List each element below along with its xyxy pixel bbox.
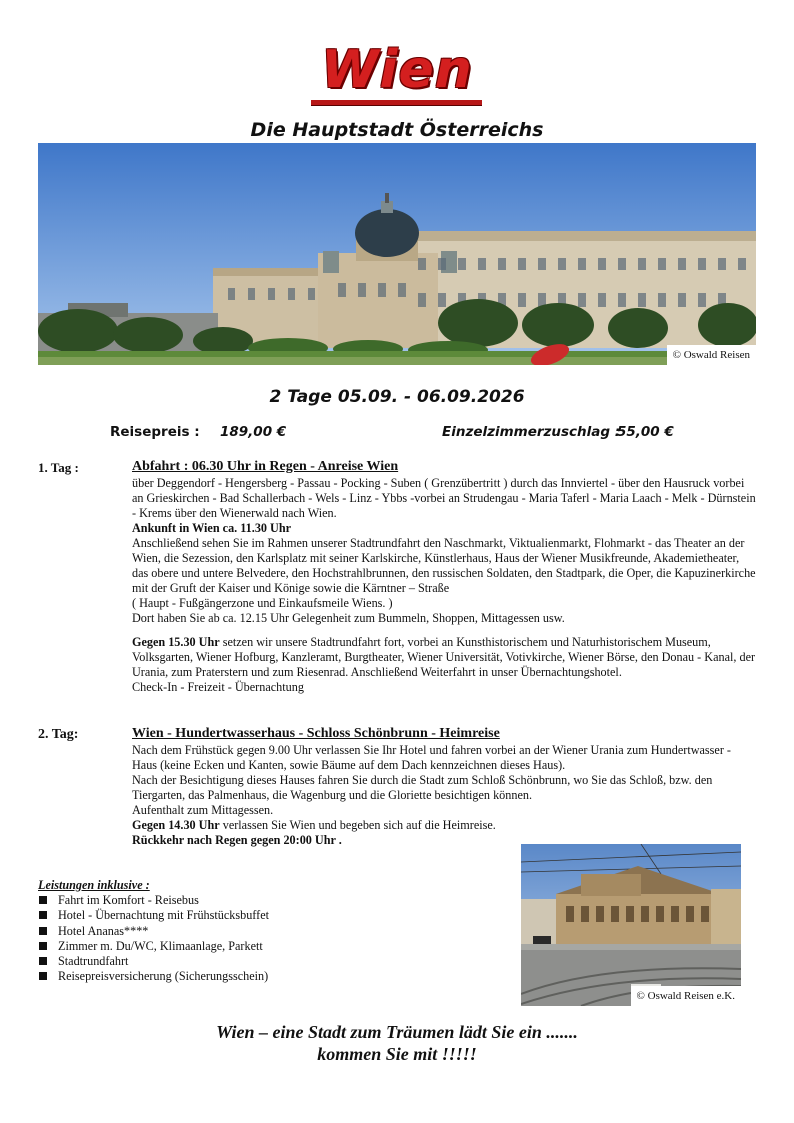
museum-photo — [38, 143, 756, 365]
day2-p4-paragraph — [132, 818, 756, 833]
day2-label: 2. Tag: — [38, 727, 79, 742]
price-value: 189,00 € — [220, 424, 287, 440]
museum-photo-illustration — [38, 143, 756, 365]
day2-p2: Nach der Besichtigung dieses Hauses fahren Sie durch die Stadt zum Schloß Schönbrunn, wo Sie das Schloß, bzw. den Tiergarten, das Palmenhaus, die Wagenburg und die Gloriette besichtigen können. — [132, 773, 713, 802]
day2-p3: Aufenthalt zum Mittagessen. — [132, 803, 274, 817]
day1-tour1: Anschließend sehen Sie im Rahmen unserer Stadtrundfahrt den Naschmarkt, Viktualienmarkt, Flohmarkt - das Theater an der Wien, die Sezession, den Karlsplatz mit seiner Karlskirche, Künstlerhaus, Haus der Wiener Musikfreunde, Akademietheater, das obere und untere Belvedere, den Hochstrahlbrunnen, den russischen Soldaten, den Stadtpark, die Oper, die Kapuzinerkirche mit der Gruft der Kaiser und Könige sowie die Kärntner – Straße — [132, 536, 756, 595]
day1-label: 1. Tag : — [38, 460, 79, 475]
included-services — [38, 878, 358, 984]
list-item: Hotel Ananas**** — [38, 924, 358, 939]
day1-arrival: Ankunft in Wien ca. 11.30 Uhr — [132, 521, 292, 535]
day1-heading: Abfahrt : 06.30 Uhr in Regen - Anreise Wien — [132, 459, 399, 474]
opera-photo — [521, 844, 741, 1006]
day1-tour2: setzen wir unsere Stadtrundfahrt fort, vorbei an Kunsthistorischem und Naturhistorischem Museum, Volksgarten, Wiener Hofburg, Kanzleramt, Burgtheater, Wiener Universität, Votivkirche, Wiener Börse, den Donau - Kanal, der Urania, zum Praterstern und zum Riesenrad. Anschließend Weiterfahrt in unser Übernachtungshotel. — [132, 635, 756, 679]
list-item: Zimmer m. Du/WC, Klimaanlage, Parkett — [38, 939, 358, 954]
trip-dates: 2 Tage 05.09. - 06.09.2026 — [269, 387, 525, 407]
day2-p4-time: Gegen 14.30 Uhr — [132, 818, 220, 832]
closing-line-1: Wien – eine Stadt zum Träumen lädt Sie ein ....... — [216, 1022, 578, 1042]
day1-text — [132, 476, 756, 695]
day2-text — [132, 743, 756, 848]
closing-line-2: kommen Sie mit !!!!! — [317, 1044, 477, 1064]
day2-return: Rückkehr nach Regen gegen 20:00 Uhr . — [132, 833, 342, 847]
day2-heading: Wien - Hundertwasserhaus - Schloss Schönbrunn - Heimreise — [132, 726, 500, 741]
page-subtitle: Die Hauptstadt Österreichs — [250, 119, 544, 141]
day2-p4: verlassen Sie Wien und begeben sich auf die Heimreise. — [219, 818, 496, 832]
included-list — [38, 893, 358, 984]
day1-checkin: Check-In - Freizeit - Übernachtung — [132, 680, 304, 694]
day1-tour2-time: Gegen 15.30 Uhr — [132, 635, 220, 649]
day1-tour2-paragraph — [132, 635, 756, 680]
list-item: Fahrt im Komfort - Reisebus — [38, 893, 358, 908]
list-item: Reisepreisversicherung (Sicherungsschein) — [38, 969, 358, 984]
single-room-value: 55,00 € — [617, 424, 674, 440]
list-item: Hotel - Übernachtung mit Frühstücksbuffet — [38, 908, 358, 923]
photo-credit: © Oswald Reisen — [667, 345, 756, 365]
included-heading: Leistungen inklusive : — [38, 878, 150, 892]
list-item: Stadtrundfahrt — [38, 954, 358, 969]
title-underline — [311, 100, 482, 106]
photo-credit: © Oswald Reisen e.K. — [631, 986, 741, 1006]
page-title: Wien — [321, 40, 473, 100]
closing-slogan — [0, 1021, 794, 1065]
day1-route: über Deggendorf - Hengersberg - Passau - Pocking - Suben ( Grenzübertritt ) durch das Innviertel - über den Hausruck vorbei an Grieskirchen - Bad Schallerbach - Wels - Linz - Ybbs -vorbei an Strudengau - Maria Taferl - Maria Laach - Melk - Dürnstein - Krems über den Wienerwald nach Wien. — [132, 476, 756, 520]
day1-free: Dort haben Sie ab ca. 12.15 Uhr Gelegenheit zum Bummeln, Shoppen, Mittagessen usw. — [132, 611, 565, 625]
opera-photo-illustration — [521, 844, 741, 1006]
day1-tour1b: ( Haupt - Fußgängerzone und Einkaufsmeile Wiens. ) — [132, 596, 393, 610]
single-room-label: Einzelzimmerzuschlag : — [442, 424, 621, 440]
price-label: Reisepreis : — [110, 424, 200, 440]
day2-p1: Nach dem Frühstück gegen 9.00 Uhr verlassen Sie Ihr Hotel und fahren vorbei an der Wiener Urania zum Hundertwasser - Haus (keine Ecken und Kanten, sowie Bäume auf dem Dach kennzeichnen dieses Haus). — [132, 743, 731, 772]
